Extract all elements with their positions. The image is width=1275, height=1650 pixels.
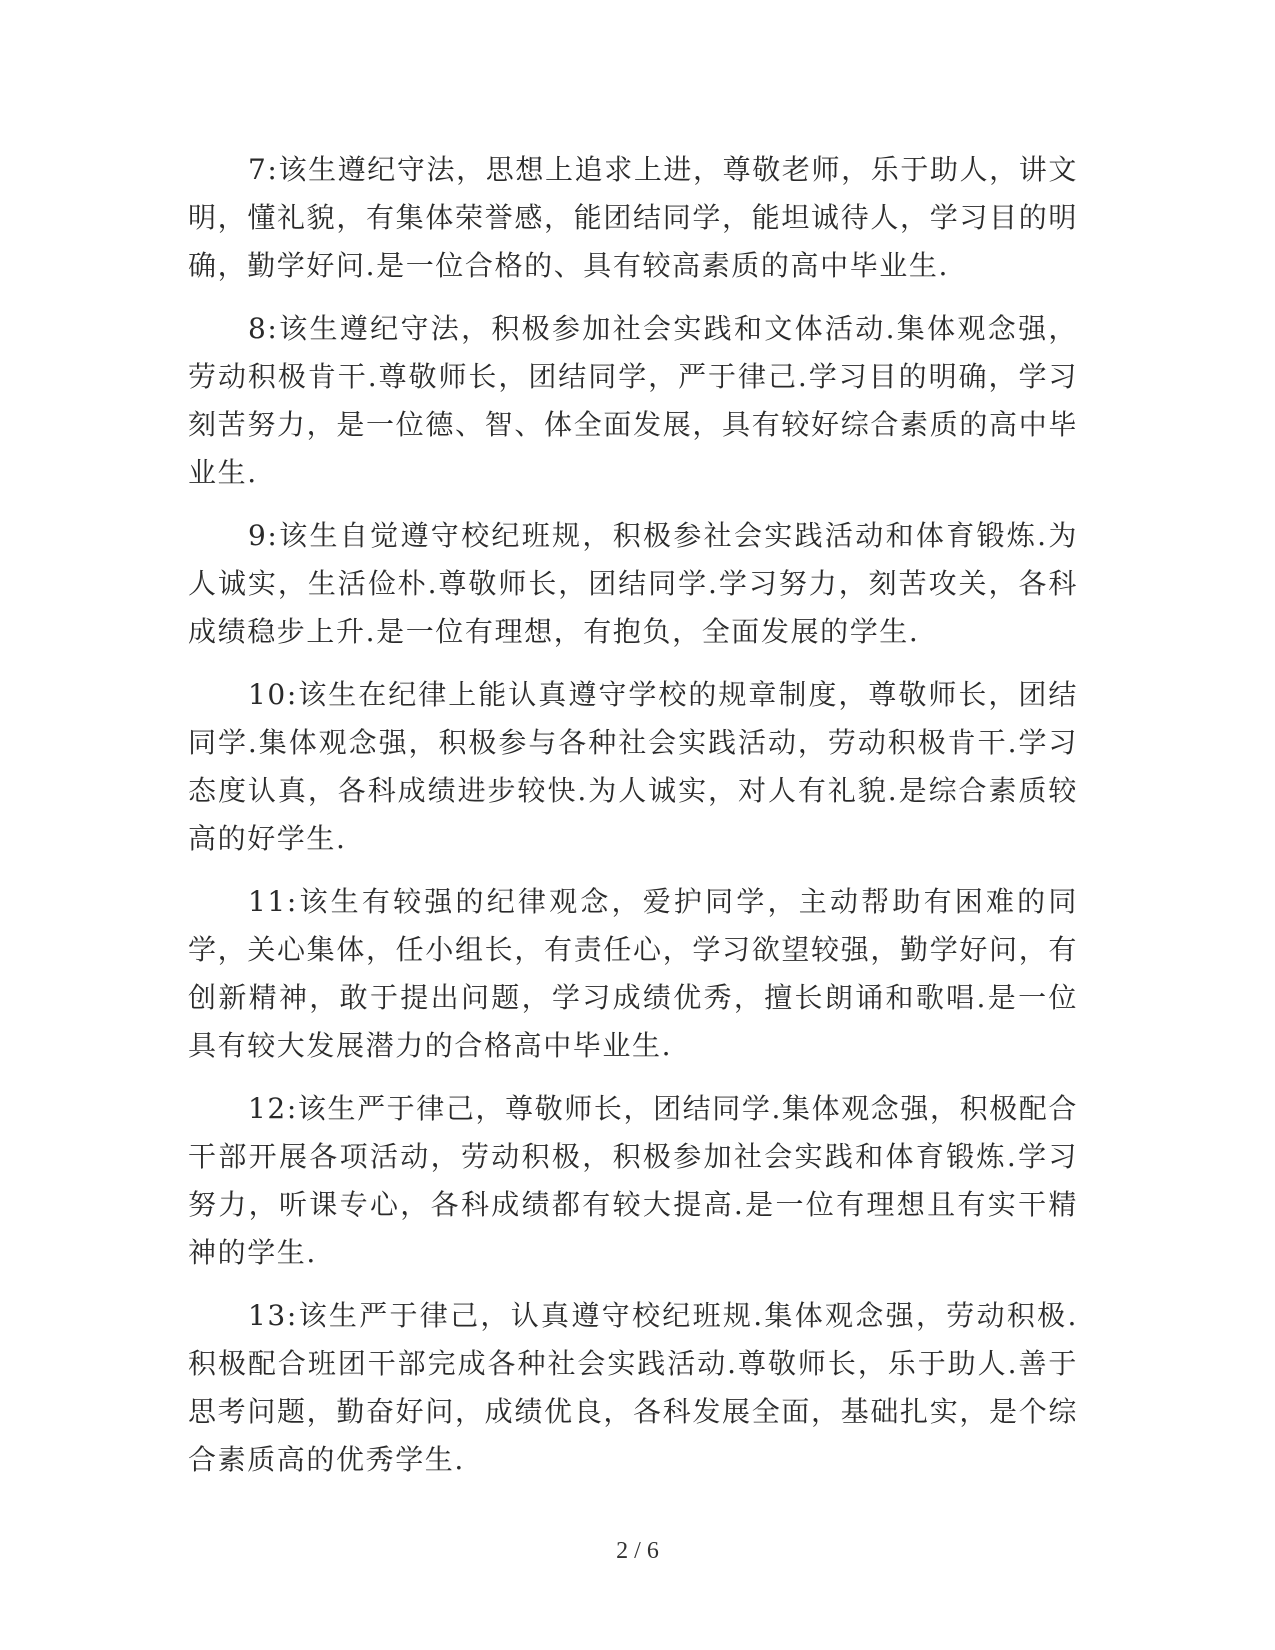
paragraph-12: 12:该生严于律己，尊敬师长，团结同学.集体观念强，积极配合干部开展各项活动，劳动积极，积极参加社会实践和体育锻炼.学习努力，听课专心，各科成绩都有较大提高.是一位有理想且有实干精神的学生.: [188, 1092, 1078, 1269]
page-number: 2 / 6: [616, 1538, 659, 1564]
paragraph-9: 9:该生自觉遵守校纪班规，积极参社会实践活动和体育锻炼.为人诚实，生活俭朴.尊敬师长，团结同学.学习努力，刻苦攻关，各科成绩稳步上升.是一位有理想，有抱负，全面发展的学生.: [188, 519, 1078, 648]
paragraph-7: 7:该生遵纪守法，思想上追求上进，尊敬老师，乐于助人，讲文明，懂礼貌，有集体荣誉感，能团结同学，能坦诚待人，学习目的明确，勤学好问.是一位合格的、具有较高素质的高中毕业生.: [188, 153, 1078, 282]
paragraph-11: 11:该生有较强的纪律观念，爱护同学，主动帮助有困难的同学，关心集体，任小组长，有责任心，学习欲望较强，勤学好问，有创新精神，敢于提出问题，学习成绩优秀，擅长朗诵和歌唱.是一位具有较大发展潜力的合格高中毕业生.: [188, 885, 1078, 1062]
paragraph-10: 10:该生在纪律上能认真遵守学校的规章制度，尊敬师长，团结同学.集体观念强，积极参与各种社会实践活动，劳动积极肯干.学习态度认真，各科成绩进步较快.为人诚实，对人有礼貌.是综合素质较高的好学生.: [188, 678, 1078, 855]
paragraph-13: 13:该生严于律己，认真遵守校纪班规.集体观念强，劳动积极.积极配合班团干部完成各种社会实践活动.尊敬师长，乐于助人.善于思考问题，勤奋好问，成绩优良，各科发展全面，基础扎实，是个综合素质高的优秀学生.: [188, 1299, 1078, 1476]
paragraph-8: 8:该生遵纪守法，积极参加社会实践和文体活动.集体观念强，劳动积极肯干.尊敬师长，团结同学，严于律己.学习目的明确，学习刻苦努力，是一位德、智、体全面发展，具有较好综合素质的高中毕业生.: [188, 312, 1078, 489]
document-body: [188, 146, 1078, 1499]
